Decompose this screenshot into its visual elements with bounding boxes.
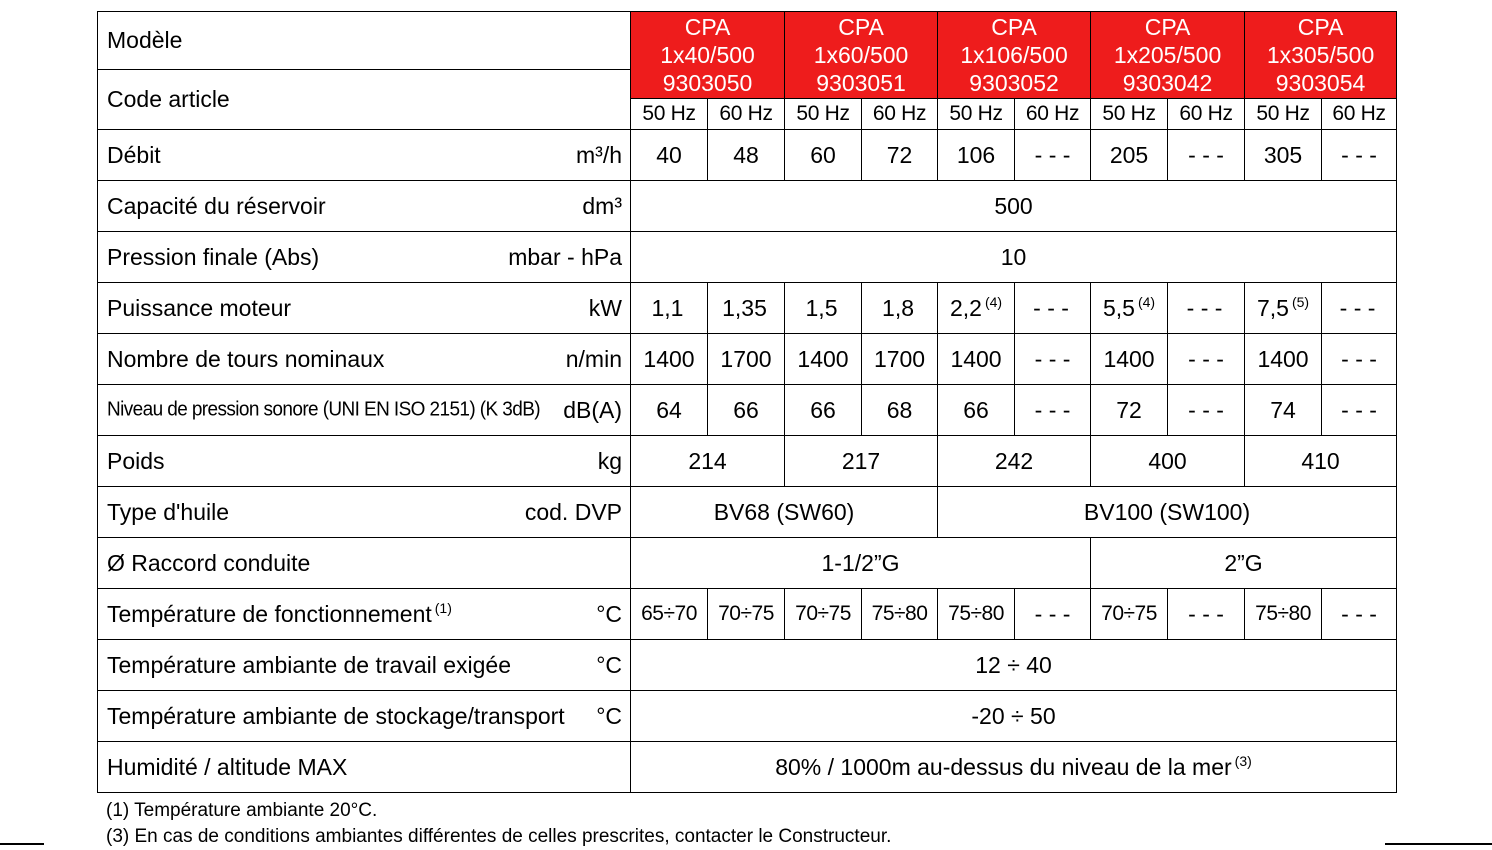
- value-cell: - - -: [1168, 334, 1245, 385]
- capacite-row: [98, 181, 1397, 232]
- model-header: [938, 12, 1091, 70]
- row-label: Température ambiante de stockage/transport: [107, 702, 565, 729]
- value-cell: 75÷80: [862, 589, 938, 640]
- temp-fonct-row: [98, 589, 1397, 640]
- value-cell: [1322, 283, 1397, 334]
- value-cell: 48: [708, 130, 785, 181]
- value-cell: 205: [1091, 130, 1168, 181]
- hz-cell: 50 Hz: [1245, 99, 1322, 130]
- row-unit: dB(A): [563, 396, 622, 423]
- puissance-row: [98, 283, 1397, 334]
- label-cell: [98, 385, 631, 436]
- label-cell: [98, 538, 631, 589]
- row-label: Niveau de pression sonore (UNI EN ISO 2151) (K 3dB): [107, 398, 540, 421]
- pression-row: [98, 232, 1397, 283]
- model-prefix: CPA: [838, 13, 884, 40]
- value-cell: 70÷75: [785, 589, 862, 640]
- value-cell: 10: [631, 232, 1397, 283]
- value-cell: 65÷70: [631, 589, 708, 640]
- value-cell: [1168, 283, 1245, 334]
- value-cell: 106: [938, 130, 1015, 181]
- value-cell: - - -: [1168, 589, 1245, 640]
- row-unit: kg: [597, 447, 622, 474]
- hz-cell: 60 Hz: [1322, 99, 1397, 130]
- row-unit: kW: [588, 294, 622, 321]
- value-cell: [1245, 283, 1322, 334]
- value-text: 80% / 1000m au-dessus du niveau de la mer: [775, 754, 1232, 780]
- value-cell: [631, 283, 708, 334]
- hz-cell: 50 Hz: [631, 99, 708, 130]
- model-name: 1x106/500: [960, 41, 1068, 68]
- value-text: 1,35: [722, 295, 767, 321]
- specifications-table: [97, 11, 1397, 793]
- value-cell: BV100 (SW100): [938, 487, 1397, 538]
- value-cell: [1091, 283, 1168, 334]
- model-header: [1245, 12, 1397, 70]
- code-cell: 9303051: [785, 70, 938, 99]
- value-cell: 70÷75: [1091, 589, 1168, 640]
- sonore-row: [98, 385, 1397, 436]
- value-cell: - - -: [1015, 334, 1091, 385]
- label-cell: [98, 487, 631, 538]
- value-cell: 64: [631, 385, 708, 436]
- value-cell: 500: [631, 181, 1397, 232]
- debit-row: [98, 130, 1397, 181]
- value-text: 7,5: [1256, 295, 1289, 321]
- label-cell: [98, 334, 631, 385]
- footnote-ref: (4): [984, 294, 1003, 310]
- label-cell: [98, 640, 631, 691]
- label-cell: [98, 232, 631, 283]
- value-cell: BV68 (SW60): [631, 487, 938, 538]
- row-label: Ø Raccord conduite: [107, 549, 311, 576]
- temp-stockage-row: [98, 691, 1397, 742]
- code-cell: 9303054: [1245, 70, 1397, 99]
- value-cell: - - -: [1322, 130, 1397, 181]
- value-cell: 75÷80: [1245, 589, 1322, 640]
- row-label: Poids: [107, 447, 165, 474]
- humidite-row: [98, 742, 1397, 793]
- row-label: Capacité du réservoir: [107, 192, 326, 219]
- label-code-article: Code article: [98, 70, 631, 130]
- model-prefix: CPA: [1297, 13, 1344, 40]
- footnote: (1) Température ambiante 20°C.: [106, 800, 378, 821]
- value-cell: - - -: [1322, 334, 1397, 385]
- footnote-ref: (3): [1234, 753, 1252, 769]
- value-cell: 66: [938, 385, 1015, 436]
- label-cell: [98, 181, 631, 232]
- value-cell: - - -: [1322, 589, 1397, 640]
- value-cell: 66: [708, 385, 785, 436]
- value-cell: 60: [785, 130, 862, 181]
- row-label: Humidité / altitude MAX: [107, 753, 348, 780]
- value-cell: 400: [1091, 436, 1245, 487]
- value-cell: 242: [938, 436, 1091, 487]
- value-cell: 74: [1245, 385, 1322, 436]
- row-label: Débit: [107, 141, 161, 168]
- value-cell: 75÷80: [938, 589, 1015, 640]
- value-cell: 1400: [938, 334, 1015, 385]
- model-name: 1x40/500: [660, 41, 755, 68]
- value-cell: -20 ÷ 50: [631, 691, 1397, 742]
- row-unit: °C: [596, 651, 622, 678]
- value-cell: 72: [862, 130, 938, 181]
- hz-cell: 60 Hz: [1015, 99, 1091, 130]
- value-cell: 68: [862, 385, 938, 436]
- row-unit: dm³: [582, 192, 622, 219]
- model-prefix: CPA: [1144, 13, 1191, 40]
- hz-cell: 50 Hz: [1091, 99, 1168, 130]
- value-text: 1,5: [805, 295, 838, 321]
- row-label: Température de fonctionnement: [107, 601, 432, 627]
- value-text: 5,5: [1102, 295, 1135, 321]
- row-unit: cod. DVP: [524, 498, 622, 525]
- model-prefix: CPA: [991, 13, 1037, 40]
- label-cell: [98, 436, 631, 487]
- value-cell: [708, 283, 785, 334]
- model-name: 1x305/500: [1266, 41, 1375, 68]
- code-cell: 9303052: [938, 70, 1091, 99]
- footnote-ref: (1): [434, 600, 452, 616]
- row-unit: m³/h: [576, 141, 622, 168]
- label-modele: Modèle: [98, 12, 631, 70]
- code-cell: 9303050: [631, 70, 785, 99]
- value-text: - - -: [1186, 295, 1223, 321]
- row-unit: mbar - hPa: [508, 243, 622, 270]
- value-text: 2,2: [949, 295, 982, 321]
- value-cell: 214: [631, 436, 785, 487]
- label-cell: [98, 691, 631, 742]
- value-cell: 70÷75: [708, 589, 785, 640]
- value-cell: - - -: [1168, 130, 1245, 181]
- value-cell: 1400: [1091, 334, 1168, 385]
- hz-cell: 60 Hz: [708, 99, 785, 130]
- hz-cell: 50 Hz: [938, 99, 1015, 130]
- value-cell: 217: [785, 436, 938, 487]
- row-label: Nombre de tours nominaux: [107, 345, 385, 372]
- hz-cell: 60 Hz: [1168, 99, 1245, 130]
- value-cell: 410: [1245, 436, 1397, 487]
- value-cell: - - -: [1015, 130, 1091, 181]
- value-cell: [631, 742, 1397, 793]
- model-prefix: CPA: [684, 13, 731, 40]
- row-unit: °C: [596, 600, 622, 627]
- label-cell: [98, 130, 631, 181]
- value-cell: 305: [1245, 130, 1322, 181]
- row-label: Type d'huile: [107, 498, 230, 525]
- hz-cell: 50 Hz: [785, 99, 862, 130]
- value-text: - - -: [1339, 295, 1376, 321]
- huile-row: [98, 487, 1397, 538]
- value-text: 1,8: [882, 295, 915, 321]
- value-cell: 2”G: [1091, 538, 1397, 589]
- value-text: - - -: [1033, 295, 1069, 321]
- model-name: 1x60/500: [813, 41, 909, 68]
- hz-cell: 60 Hz: [862, 99, 938, 130]
- code-row: [98, 70, 1397, 99]
- raccord-row: [98, 538, 1397, 589]
- value-cell: 1700: [862, 334, 938, 385]
- model-row: [98, 12, 1397, 70]
- poids-row: [98, 436, 1397, 487]
- value-cell: [1015, 283, 1091, 334]
- row-unit: °C: [596, 702, 622, 729]
- value-cell: 66: [785, 385, 862, 436]
- row-unit: n/min: [565, 345, 622, 372]
- label-cell: [98, 589, 631, 640]
- tours-row: [98, 334, 1397, 385]
- row-label: Température ambiante de travail exigée: [107, 651, 512, 678]
- footnote: (3) En cas de conditions ambiantes différentes de celles prescrites, contacter le Constructeur.: [106, 826, 892, 847]
- value-cell: 12 ÷ 40: [631, 640, 1397, 691]
- value-cell: - - -: [1015, 589, 1091, 640]
- row-label: Pression finale (Abs): [107, 243, 320, 270]
- value-cell: - - -: [1322, 385, 1397, 436]
- footnote-ref: (5): [1291, 294, 1310, 310]
- footnote-ref: (4): [1137, 294, 1156, 310]
- value-cell: 72: [1091, 385, 1168, 436]
- value-cell: 1400: [1245, 334, 1322, 385]
- value-cell: 1700: [708, 334, 785, 385]
- row-label: Puissance moteur: [107, 294, 292, 321]
- temp-travail-row: [98, 640, 1397, 691]
- footnotes: [106, 798, 891, 850]
- value-cell: - - -: [1015, 385, 1091, 436]
- label-cell: [98, 283, 631, 334]
- value-cell: [862, 283, 938, 334]
- value-cell: 40: [631, 130, 708, 181]
- model-name: 1x205/500: [1113, 41, 1222, 68]
- value-cell: 1400: [785, 334, 862, 385]
- value-cell: 1400: [631, 334, 708, 385]
- value-text: 1,1: [651, 295, 684, 321]
- value-cell: [785, 283, 862, 334]
- value-cell: - - -: [1168, 385, 1245, 436]
- model-header: [1091, 12, 1245, 70]
- model-header: [785, 12, 938, 70]
- model-header: [631, 12, 785, 70]
- code-cell: 9303042: [1091, 70, 1245, 99]
- label-cell: [98, 742, 631, 793]
- row-label-wrap: [107, 600, 452, 628]
- value-cell: [938, 283, 1015, 334]
- value-cell: 1-1/2”G: [631, 538, 1091, 589]
